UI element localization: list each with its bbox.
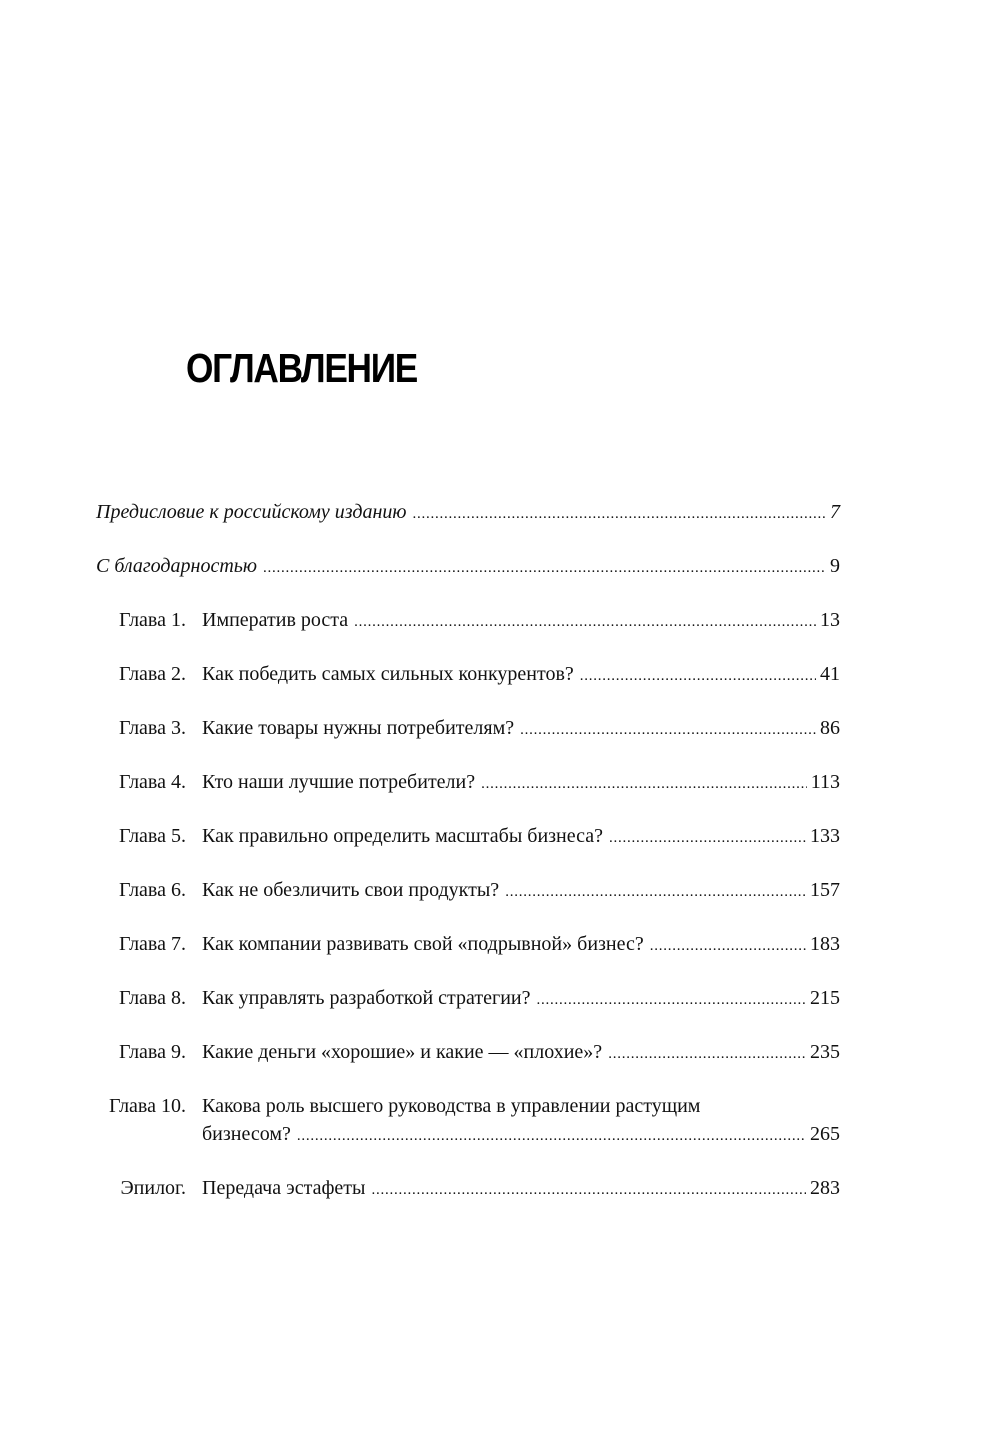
toc-page-number: 13: [820, 609, 840, 631]
leader-dots: [609, 824, 806, 852]
toc-entry-title: Как компании развивать свой «подрывной» бизнес?: [202, 933, 644, 955]
chapter-label: Глава 1.: [119, 609, 186, 631]
toc-entry-title-line-1: Какова роль высшего руководства в управлении растущим: [202, 1095, 701, 1117]
toc-entry-title: Предисловие к российскому изданию: [96, 501, 407, 523]
toc-page-number: 215: [810, 987, 840, 1009]
chapter-label: Глава 3.: [119, 717, 186, 739]
leader-dots: [580, 662, 816, 690]
chapter-label: Глава 8.: [119, 987, 186, 1009]
toc-entry-title: Какие товары нужны потребителям?: [202, 717, 515, 739]
leader-dots: [608, 1040, 806, 1068]
leader-dots: [263, 554, 826, 582]
toc-entry-title: Императив роста: [202, 609, 349, 631]
toc-page-number: 133: [810, 825, 840, 847]
toc-entry-title: Как не обезличить свои продукты?: [202, 879, 500, 901]
chapter-label: Глава 7.: [119, 933, 186, 955]
chapter-label: Глава 6.: [119, 879, 186, 901]
chapter-label: Глава 4.: [119, 771, 186, 793]
toc-page-number: 7: [830, 501, 840, 523]
toc-page-number: 113: [810, 771, 840, 793]
leader-dots: [505, 878, 806, 906]
toc-entry-title: Передача эстафеты: [202, 1177, 366, 1199]
toc-page-number: 41: [820, 663, 840, 685]
chapter-label: Глава 2.: [119, 663, 186, 685]
leader-dots: [481, 770, 807, 798]
toc-entry-title: Как управлять разработкой стратегии?: [202, 987, 531, 1009]
toc-page-number: 265: [810, 1123, 840, 1145]
leader-dots: [650, 932, 806, 960]
toc-page-number: 9: [830, 555, 840, 577]
toc-entry-title: Как правильно определить масштабы бизнеса?: [202, 825, 603, 847]
toc-page-number: 86: [820, 717, 840, 739]
page-title: ОГЛАВЛЕНИЕ: [186, 345, 418, 391]
chapter-label: Глава 10.: [109, 1095, 186, 1117]
chapter-label: Эпилог.: [120, 1177, 186, 1199]
leader-dots: [371, 1176, 806, 1204]
leader-dots: [537, 986, 806, 1014]
toc-entry-title-line-2: бизнесом?: [202, 1123, 291, 1145]
leader-dots: [520, 716, 816, 744]
leader-dots: [354, 608, 816, 636]
toc-page-number: 283: [810, 1177, 840, 1199]
toc-entry-title: С благодарностью: [96, 555, 257, 577]
leader-dots: [412, 500, 826, 528]
toc-page-number: 157: [810, 879, 840, 901]
leader-dots: [297, 1122, 806, 1150]
toc-entry-title: Как победить самых сильных конкурентов?: [202, 663, 574, 685]
toc-page-number: 183: [810, 933, 840, 955]
toc-entry-title: Кто наши лучшие потребители?: [202, 771, 476, 793]
toc-page-number: 235: [810, 1041, 840, 1063]
chapter-label: Глава 9.: [119, 1041, 186, 1063]
toc-entry-title: Какие деньги «хорошие» и какие — «плохие»?: [202, 1041, 603, 1063]
chapter-label: Глава 5.: [119, 825, 186, 847]
